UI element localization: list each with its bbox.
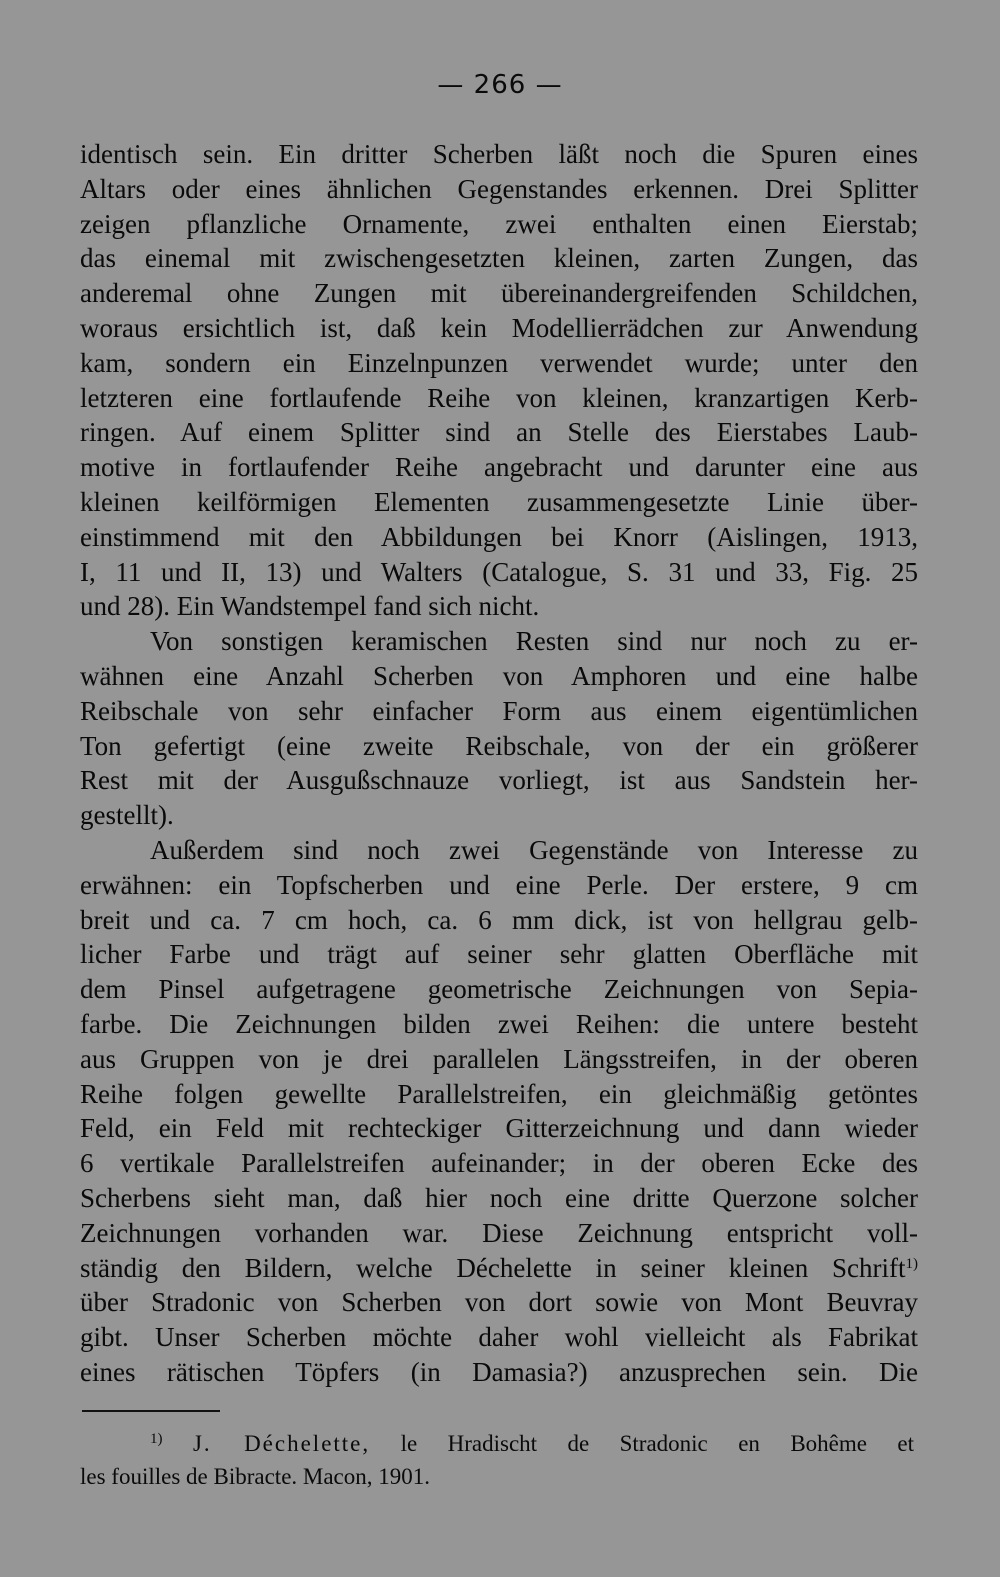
text-line: Altars oder eines ähnlichen Gegenstandes erkennen. Drei Splitter [80, 173, 918, 204]
text-line: und 28). Ein Wandstempel fand sich nicht. [80, 591, 540, 622]
text-line: kam, sondern ein Einzelnpunzen verwendet wurde; unter den [80, 347, 918, 378]
text-line: aus Gruppen von je drei parallelen Längsstreifen, in der oberen [80, 1043, 918, 1074]
text-line: ringen. Auf einem Splitter sind an Stelle des Eierstabes Laub- [80, 417, 918, 448]
text-line: gestellt). [80, 800, 174, 831]
text-line-with-footnote-ref [80, 1251, 918, 1286]
paragraph-start-line: Außerdem sind noch zwei Gegenstände von Interesse zu [150, 834, 918, 865]
text-line: woraus ersichtlich ist, daß kein Modellierrädchen zur Anwendung [80, 312, 918, 343]
text-line: farbe. Die Zeichnungen bilden zwei Reihen: die untere besteht [80, 1008, 918, 1039]
text-line: erwähnen: ein Topfscherben und eine Perle. Der erstere, 9 cm [80, 869, 918, 900]
body-text [80, 137, 918, 1390]
footnote-separator [82, 1410, 220, 1412]
text-line: gibt. Unser Scherben möchte daher wohl vielleicht als Fabrikat [80, 1322, 918, 1353]
text-line: wähnen eine Anzahl Scherben von Amphoren und eine halbe [80, 660, 918, 691]
paragraph-start-line: Von sonstigen keramischen Resten sind nur noch zu er- [150, 626, 918, 657]
footnote-line: les fouilles de Bibracte. Macon, 1901. [80, 1464, 431, 1489]
text-line: Rest mit der Ausgußschnauze vorliegt, ist aus Sandstein her- [80, 765, 918, 796]
text-line: identisch sein. Ein dritter Scherben läßt noch die Spuren eines [80, 139, 918, 169]
text-line: eines rätischen Töpfers (in Damasia?) anzusprechen sein. Die [80, 1356, 918, 1387]
text-line: 6 vertikale Parallelstreifen aufeinander; in der oberen Ecke des [80, 1148, 918, 1179]
text-line: Reihe folgen gewellte Parallelstreifen, ein gleichmäßig getöntes [80, 1078, 918, 1109]
text-line: Feld, ein Feld mit rechteckiger Gitterzeichnung und dann wieder [80, 1113, 918, 1144]
text-line: Reibschale von sehr einfacher Form aus einem eigentümlichen [80, 695, 918, 726]
footnote-author: J. Déchelette, [192, 1431, 371, 1456]
text-line: motive in fortlaufender Reihe angebracht und darunter eine aus [80, 452, 918, 483]
footnotes [80, 1427, 914, 1493]
text-line: breit und ca. 7 cm hoch, ca. 6 mm dick, ist von hellgrau gelb- [80, 904, 918, 935]
text-line: I, 11 und II, 13) und Walters (Catalogue, S. 31 und 33, Fig. 25 [80, 556, 918, 587]
text-line-content: ständig den Bildern, welche Déchelette in seiner kleinen Schrift [80, 1252, 906, 1283]
text-line: letzteren eine fortlaufende Reihe von kleinen, kranzartigen Kerb- [80, 382, 918, 413]
footnote-reference: 1) [905, 1255, 918, 1272]
footnote-line [80, 1427, 914, 1460]
text-line: licher Farbe und trägt auf seiner sehr glatten Oberfläche mit [80, 939, 918, 970]
text-line: über Stradonic von Scherben von dort sowie von Mont Beuvray [80, 1287, 918, 1318]
text-line: zeigen pflanzliche Ornamente, zwei enthalten einen Eierstab; [80, 208, 918, 239]
text-line: kleinen keilförmigen Elementen zusammengesetzte Linie über- [80, 486, 918, 517]
text-line: das einemal mit zwischengesetzten kleinen, zarten Zungen, das [80, 243, 918, 274]
text-line: anderemal ohne Zungen mit übereinandergreifenden Schildchen, [80, 278, 918, 309]
text-line: dem Pinsel aufgetragene geometrische Zeichnungen von Sepia- [80, 974, 918, 1005]
text-line: Zeichnungen vorhanden war. Diese Zeichnung entspricht voll- [80, 1217, 918, 1248]
text-line: Ton gefertigt (eine zweite Reibschale, von der ein größerer [80, 730, 918, 761]
page-number: — 266 — [437, 70, 563, 100]
footnote-text: le Hradischt de Stradonic en Bohême et [400, 1431, 914, 1456]
footnote-marker: 1) [150, 1431, 163, 1447]
text-line: Scherbens sieht man, daß hier noch eine dritte Querzone solcher [80, 1182, 918, 1213]
text-line: einstimmend mit den Abbildungen bei Knorr (Aislingen, 1913, [80, 521, 918, 552]
